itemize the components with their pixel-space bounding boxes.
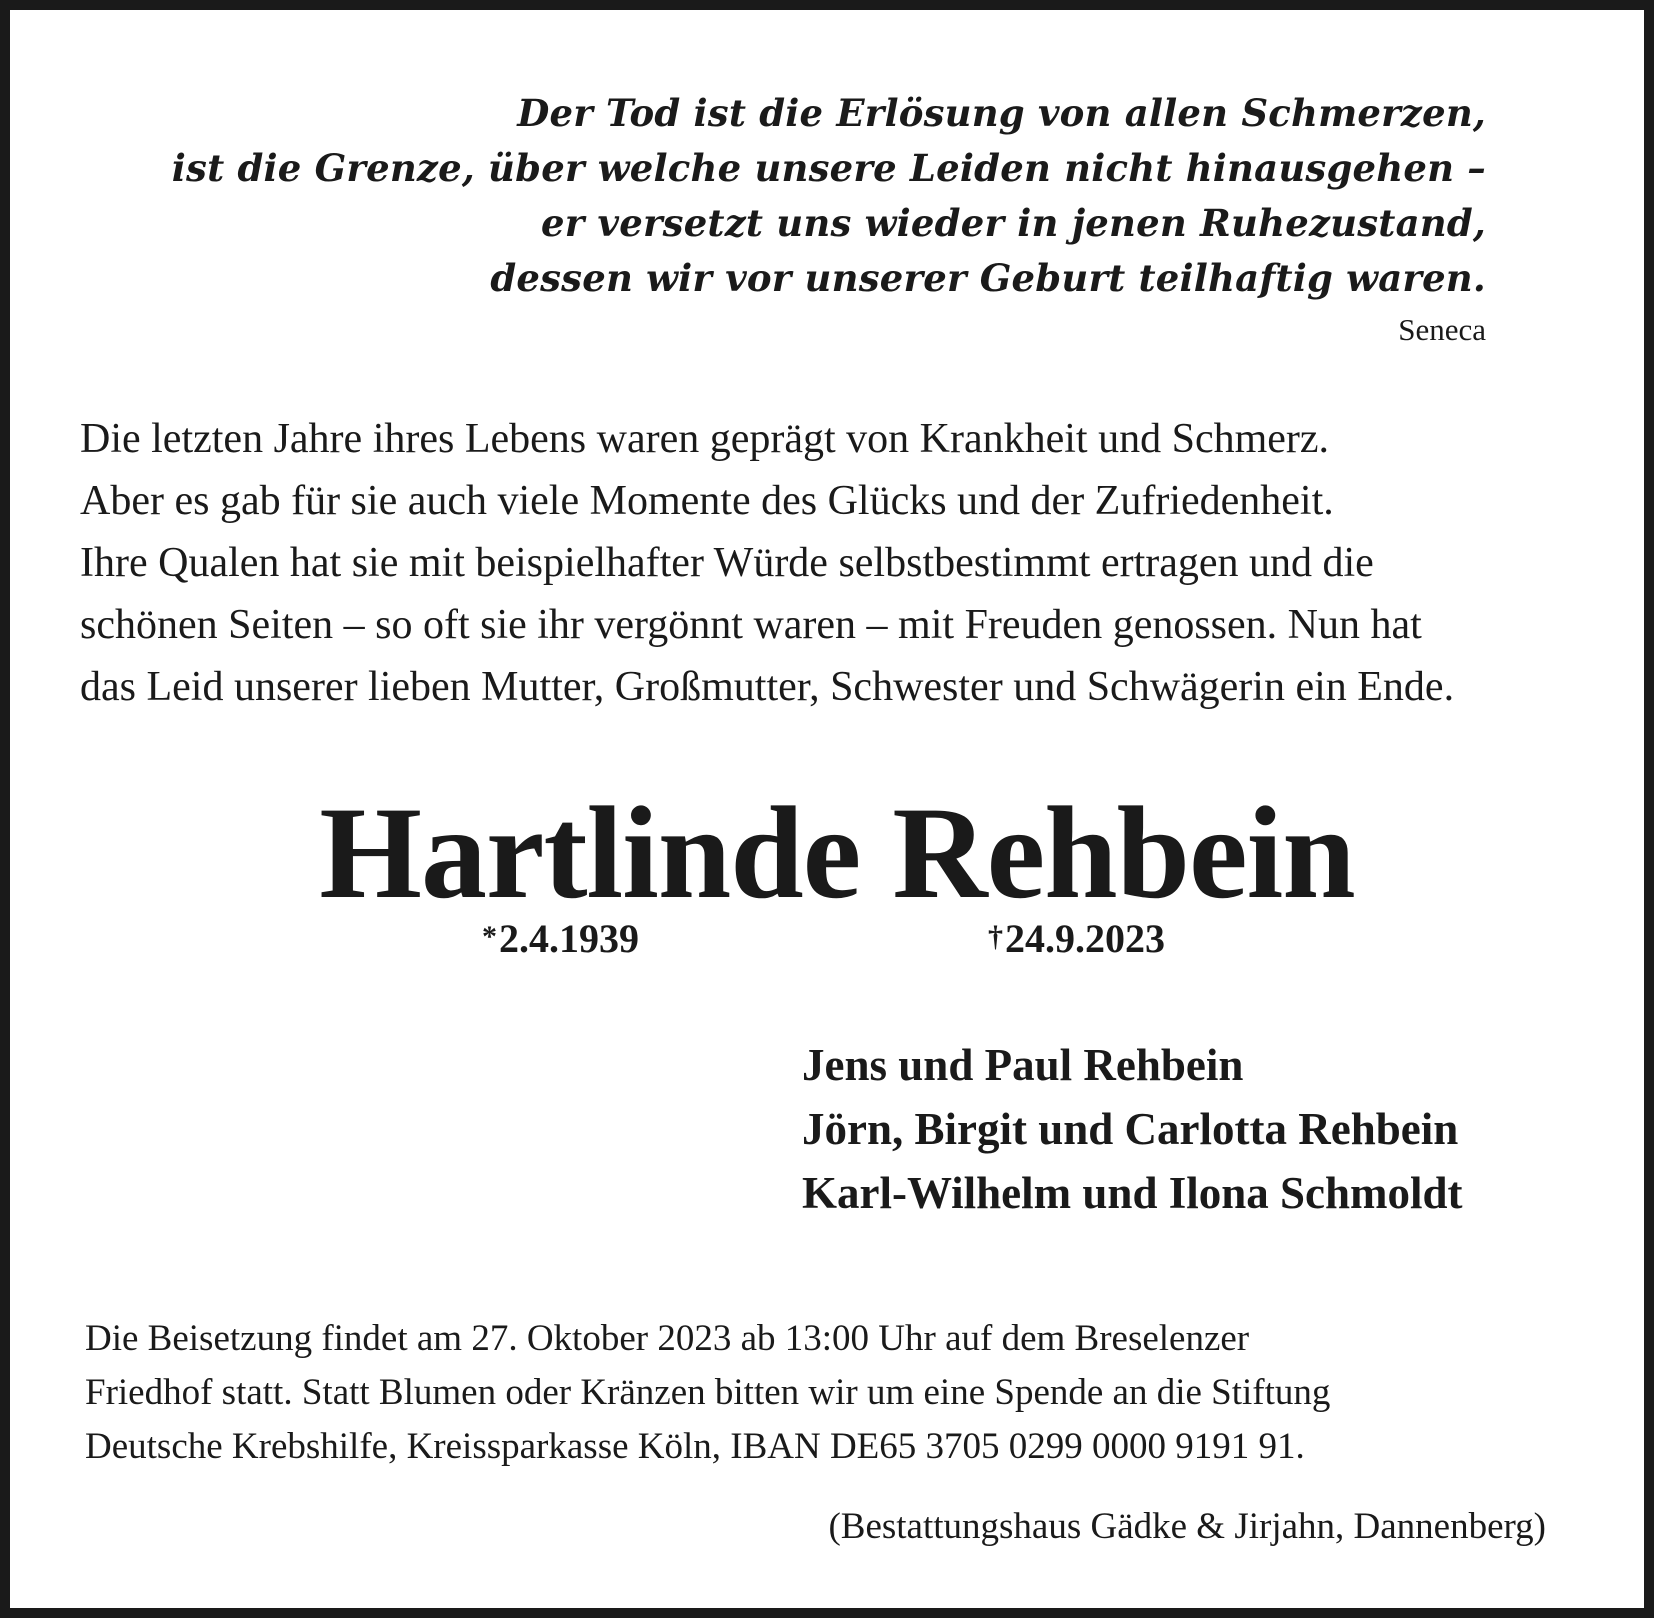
intro-line: Aber es gab für sie auch viele Momente des Glücks und der Zufriedenheit.	[80, 478, 1334, 524]
death-cross-icon: †	[988, 920, 1003, 953]
death-date-value: 24.9.2023	[1005, 916, 1165, 961]
intro-paragraph	[80, 408, 1620, 718]
intro-line: schönen Seiten – so oft sie ihr vergönnt waren – mit Freuden genossen. Nun hat	[80, 602, 1422, 648]
undertaker-credit: (Bestattungshaus Gädke & Jirjahn, Dannenberg)	[828, 1506, 1546, 1547]
notice-line: Friedhof statt. Statt Blumen oder Kränzen bitten wir um eine Spende an die Stiftung	[85, 1372, 1331, 1413]
mourner-line: Jörn, Birgit und Carlotta Rehbein	[802, 1104, 1459, 1154]
deceased-name: Hartlinde Rehbein	[319, 779, 1355, 926]
death-date	[988, 912, 1165, 964]
notice-line: Die Beisetzung findet am 27. Oktober 2023 ab 13:00 Uhr auf dem Breselenzer	[85, 1318, 1250, 1359]
mourner-line: Karl-Wilhelm und Ilona Schmoldt	[802, 1168, 1463, 1218]
funeral-notice	[85, 1312, 1625, 1474]
notice-line: Deutsche Krebshilfe, Kreissparkasse Köln, IBAN DE65 3705 0299 0000 9191 91.	[85, 1426, 1305, 1467]
quote-line: Der Tod ist die Erlösung von allen Schmerzen,	[517, 91, 1486, 135]
quote-author: Seneca	[1398, 312, 1486, 347]
birth-star-icon: *	[482, 920, 497, 953]
mourner-line: Jens und Paul Rehbein	[802, 1040, 1244, 1090]
birth-date	[482, 912, 639, 964]
quote-line: ist die Grenze, über welche unsere Leiden nicht hinausgehen –	[171, 146, 1486, 190]
quote-block	[172, 86, 1486, 306]
quote-line: dessen wir vor unserer Geburt teilhaftig waren.	[490, 256, 1486, 300]
intro-line: Ihre Qualen hat sie mit beispielhafter Würde selbstbestimmt ertragen und die	[80, 540, 1374, 586]
birth-date-value: 2.4.1939	[499, 916, 639, 961]
quote-line: er versetzt uns wieder in jenen Ruhezustand,	[541, 201, 1486, 245]
intro-line: Die letzten Jahre ihres Lebens waren geprägt von Krankheit und Schmerz.	[80, 416, 1330, 462]
mourners-list	[802, 1033, 1463, 1225]
intro-line: das Leid unserer lieben Mutter, Großmutter, Schwester und Schwägerin ein Ende.	[80, 664, 1455, 710]
